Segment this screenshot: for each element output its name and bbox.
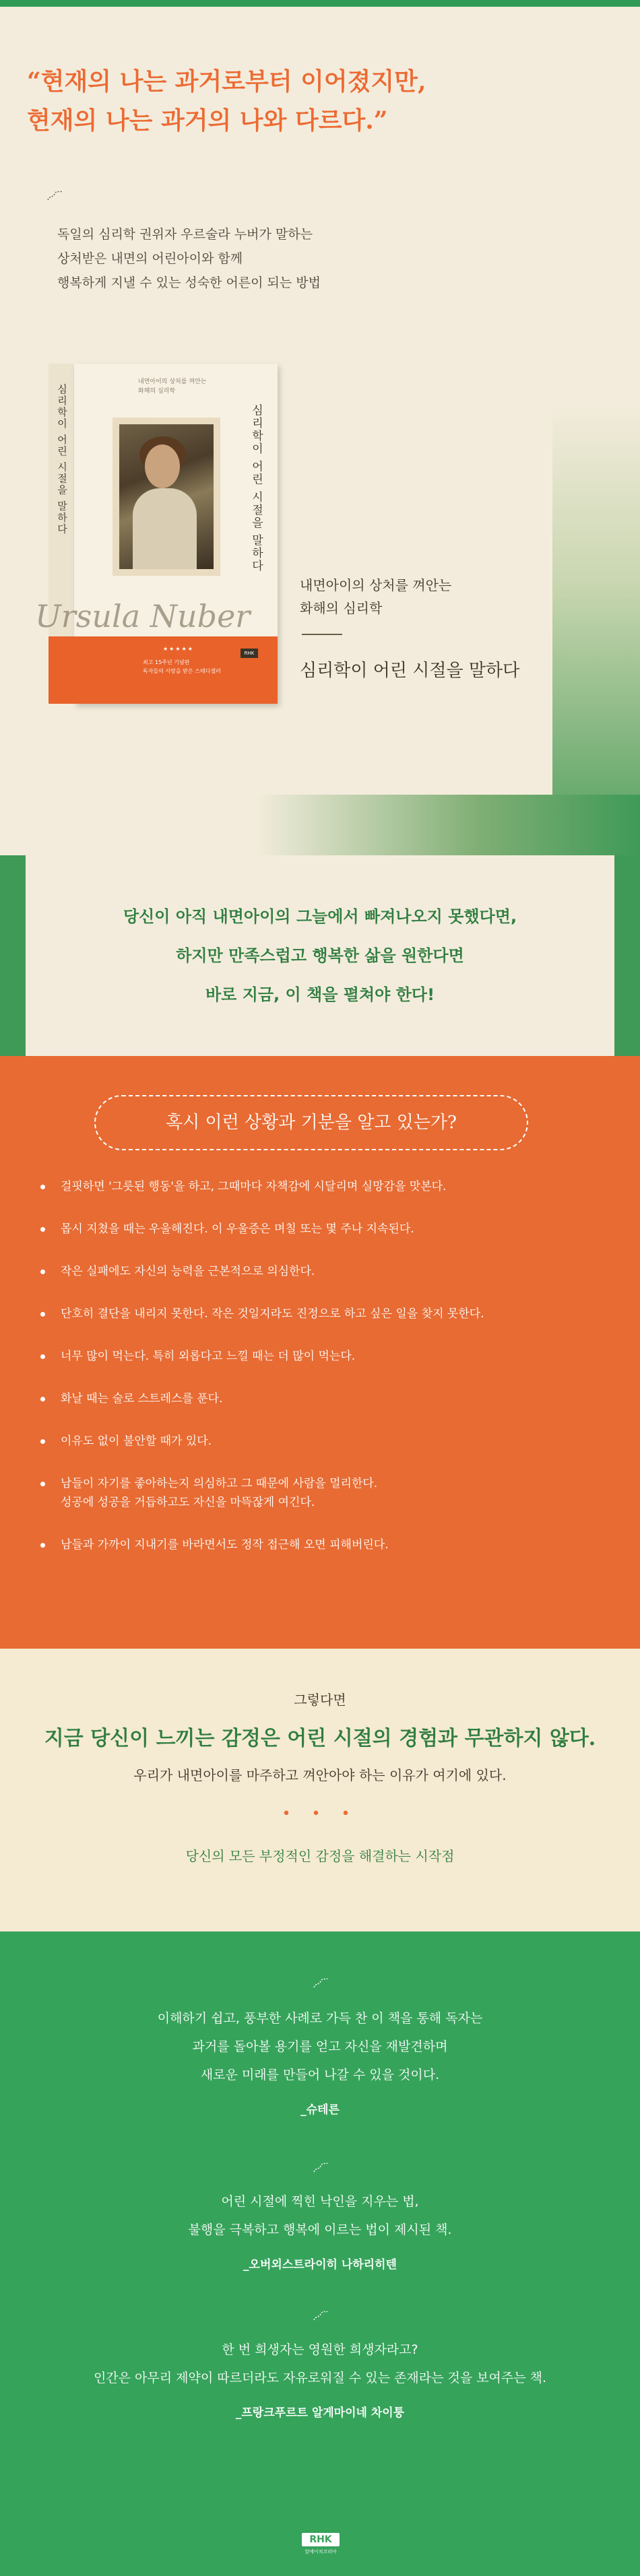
conclusion-section (0, 1649, 640, 1931)
list-item (40, 1535, 613, 1554)
hero-section (0, 0, 640, 855)
squiggle-icon (312, 2310, 329, 2322)
cover-orange-band (49, 636, 278, 704)
divider (302, 634, 342, 635)
list-item-text: 작은 실패에도 자신의 능력을 근본적으로 의심한다. (61, 1265, 315, 1278)
book-title: 심리학이 어린 시절을 말하다 (300, 661, 520, 681)
decorative-texture (552, 404, 640, 855)
cover-painting (113, 418, 220, 576)
review-author: _오버외스트라이히 나하리히텐 (243, 2258, 397, 2272)
publisher-logo (302, 2533, 340, 2555)
list-item (40, 1432, 613, 1451)
band-text (143, 658, 271, 675)
cover-tagline-line: 내면아이의 상처를 껴안는 (138, 378, 207, 385)
callout-section (0, 855, 640, 1056)
review-line: 이해하기 쉽고, 풍부한 사례로 가득 찬 이 책을 통해 독자는 (157, 2011, 483, 2026)
squiggle-icon (312, 2162, 329, 2174)
book-cover-image (35, 364, 278, 704)
publisher-name: 알에이치코리아 (305, 2549, 337, 2554)
list-item-text: 성공에 성공을 거듭하고도 자신을 마뜩잖게 여긴다. (61, 1496, 315, 1509)
painting-figure (133, 488, 197, 569)
review-quote (0, 2004, 640, 2117)
cover-title: 심리학이 어린 시절을 말하다 (249, 404, 263, 573)
band-text-line: 최고 15주년 기념판 (143, 659, 190, 665)
publisher-mark: RHK (241, 649, 258, 658)
subtitle-line: 내면아이의 상처를 껴안는 (300, 577, 452, 593)
review-quote (0, 2336, 640, 2420)
squiggle-icon (46, 190, 65, 202)
callout-line: 당신이 아직 내면아이의 그늘에서 빠져나오지 못했다면, (123, 907, 517, 926)
list-item (40, 1262, 613, 1281)
review-line: 어린 시절에 찍힌 낙인을 지우는 법, (221, 2194, 419, 2209)
review-line: 한 번 희생자는 영원한 희생자라고? (222, 2342, 418, 2357)
book-subtitle (300, 574, 451, 620)
list-item (40, 1220, 613, 1239)
conclusion-emphasis: 지금 당신이 느끼는 감정은 어린 시절의 경험과 무관하지 않다. (44, 1727, 596, 1750)
callout-text (47, 897, 593, 1014)
list-item-text: 화날 때는 술로 스트레스를 푼다. (61, 1392, 223, 1406)
hero-quote (27, 62, 620, 140)
review-author: _슈테른 (300, 2103, 340, 2117)
list-item-text: 이유도 없이 불안할 때가 있다. (61, 1434, 212, 1448)
conclusion-tagline: 당신의 모든 부정적인 감정을 해결하는 시작점 (185, 1848, 455, 1864)
review-line: 과거를 돌아볼 용기를 얻고 자신을 재발견하며 (192, 2039, 448, 2054)
list-item-text: 단호히 결단을 내리지 못한다. 작은 것일지라도 진정으로 하고 싶은 일을 찾지 못한다. (61, 1307, 484, 1321)
review-line: 인간은 아무리 제약이 따르더라도 자유로워질 수 있는 존재라는 것을 보여주는 책. (93, 2371, 547, 2385)
symptoms-list (40, 1177, 613, 1578)
list-item (40, 1474, 613, 1512)
description-line: 독일의 심리학 권위자 우르술라 누버가 말하는 (57, 227, 313, 242)
symptoms-heading-pill (94, 1095, 528, 1150)
reviews-section (0, 1931, 640, 2576)
quote-line: “현재의 나는 과거로부터 이어졌지만, (27, 67, 426, 96)
decorative-gradient (0, 795, 640, 855)
description-line: 행복하게 지낼 수 있는 성숙한 어른이 되는 방법 (57, 275, 321, 290)
painting-face (145, 444, 180, 488)
author-script: Ursula Nuber (35, 598, 251, 634)
squiggle-icon (312, 1977, 329, 1989)
list-item-text: 너무 많이 먹는다. 특히 외롭다고 느낄 때는 더 많이 먹는다. (61, 1350, 356, 1363)
dots-divider: • • • (282, 1806, 358, 1822)
publisher-logo-mark: RHK (302, 2533, 340, 2546)
list-item (40, 1304, 613, 1323)
top-green-bar (0, 0, 640, 7)
cover-tagline-line: 화해의 심리학 (138, 388, 176, 395)
callout-line: 하지만 만족스럽고 행복한 삶을 원한다면 (176, 946, 464, 965)
conclusion-lead: 그렇다면 (294, 1692, 346, 1708)
description-line: 상처받은 내면의 어린아이와 함께 (57, 251, 243, 266)
right-green-strip (614, 855, 640, 1056)
review-line: 불행을 극복하고 행복에 이르는 법이 제시된 책. (188, 2222, 452, 2237)
list-item (40, 1389, 613, 1408)
list-item-text: 걸핏하면 '그릇된 행동'을 하고, 그때마다 자책감에 시달리며 실망감을 맛본다. (61, 1180, 447, 1193)
quote-line: 현재의 나는 과거의 나와 다르다.” (27, 106, 388, 135)
band-text-line: 독자들의 사랑을 받은 스테디셀러 (143, 668, 221, 674)
list-item (40, 1177, 613, 1196)
rating-stars: ★★★★★ (163, 646, 194, 652)
cover-tagline (138, 377, 239, 396)
list-item-text: 남들이 자기를 좋아하는지 의심하고 그 때문에 사람을 멀리한다. (61, 1477, 378, 1490)
review-line: 새로운 미래를 만들어 나갈 수 있을 것이다. (200, 2068, 440, 2082)
subtitle-line: 화해의 심리학 (300, 600, 383, 616)
list-item (40, 1347, 613, 1366)
review-quote (0, 2187, 640, 2272)
review-author: _프랑크푸르트 알게마이네 차이퉁 (235, 2406, 405, 2420)
symptoms-section (0, 1056, 640, 1649)
symptoms-heading: 혹시 이런 상황과 기분을 알고 있는가? (165, 1113, 457, 1133)
list-item-text: 남들과 가까이 지내기를 바라면서도 정작 접근해 오면 피해버린다. (61, 1538, 389, 1552)
conclusion-reason: 우리가 내면아이를 마주하고 껴안아야 하는 이유가 여기에 있다. (133, 1767, 507, 1783)
list-item-text: 몹시 지쳤을 때는 우울해진다. 이 우울증은 며칠 또는 몇 주나 지속된다. (61, 1222, 414, 1236)
left-green-strip (0, 855, 26, 1056)
spine-title: 심리학이 어린 시절을 말하다 (56, 384, 68, 535)
callout-line: 바로 지금, 이 책을 펼쳐야 한다! (205, 985, 435, 1004)
hero-description (57, 222, 529, 295)
